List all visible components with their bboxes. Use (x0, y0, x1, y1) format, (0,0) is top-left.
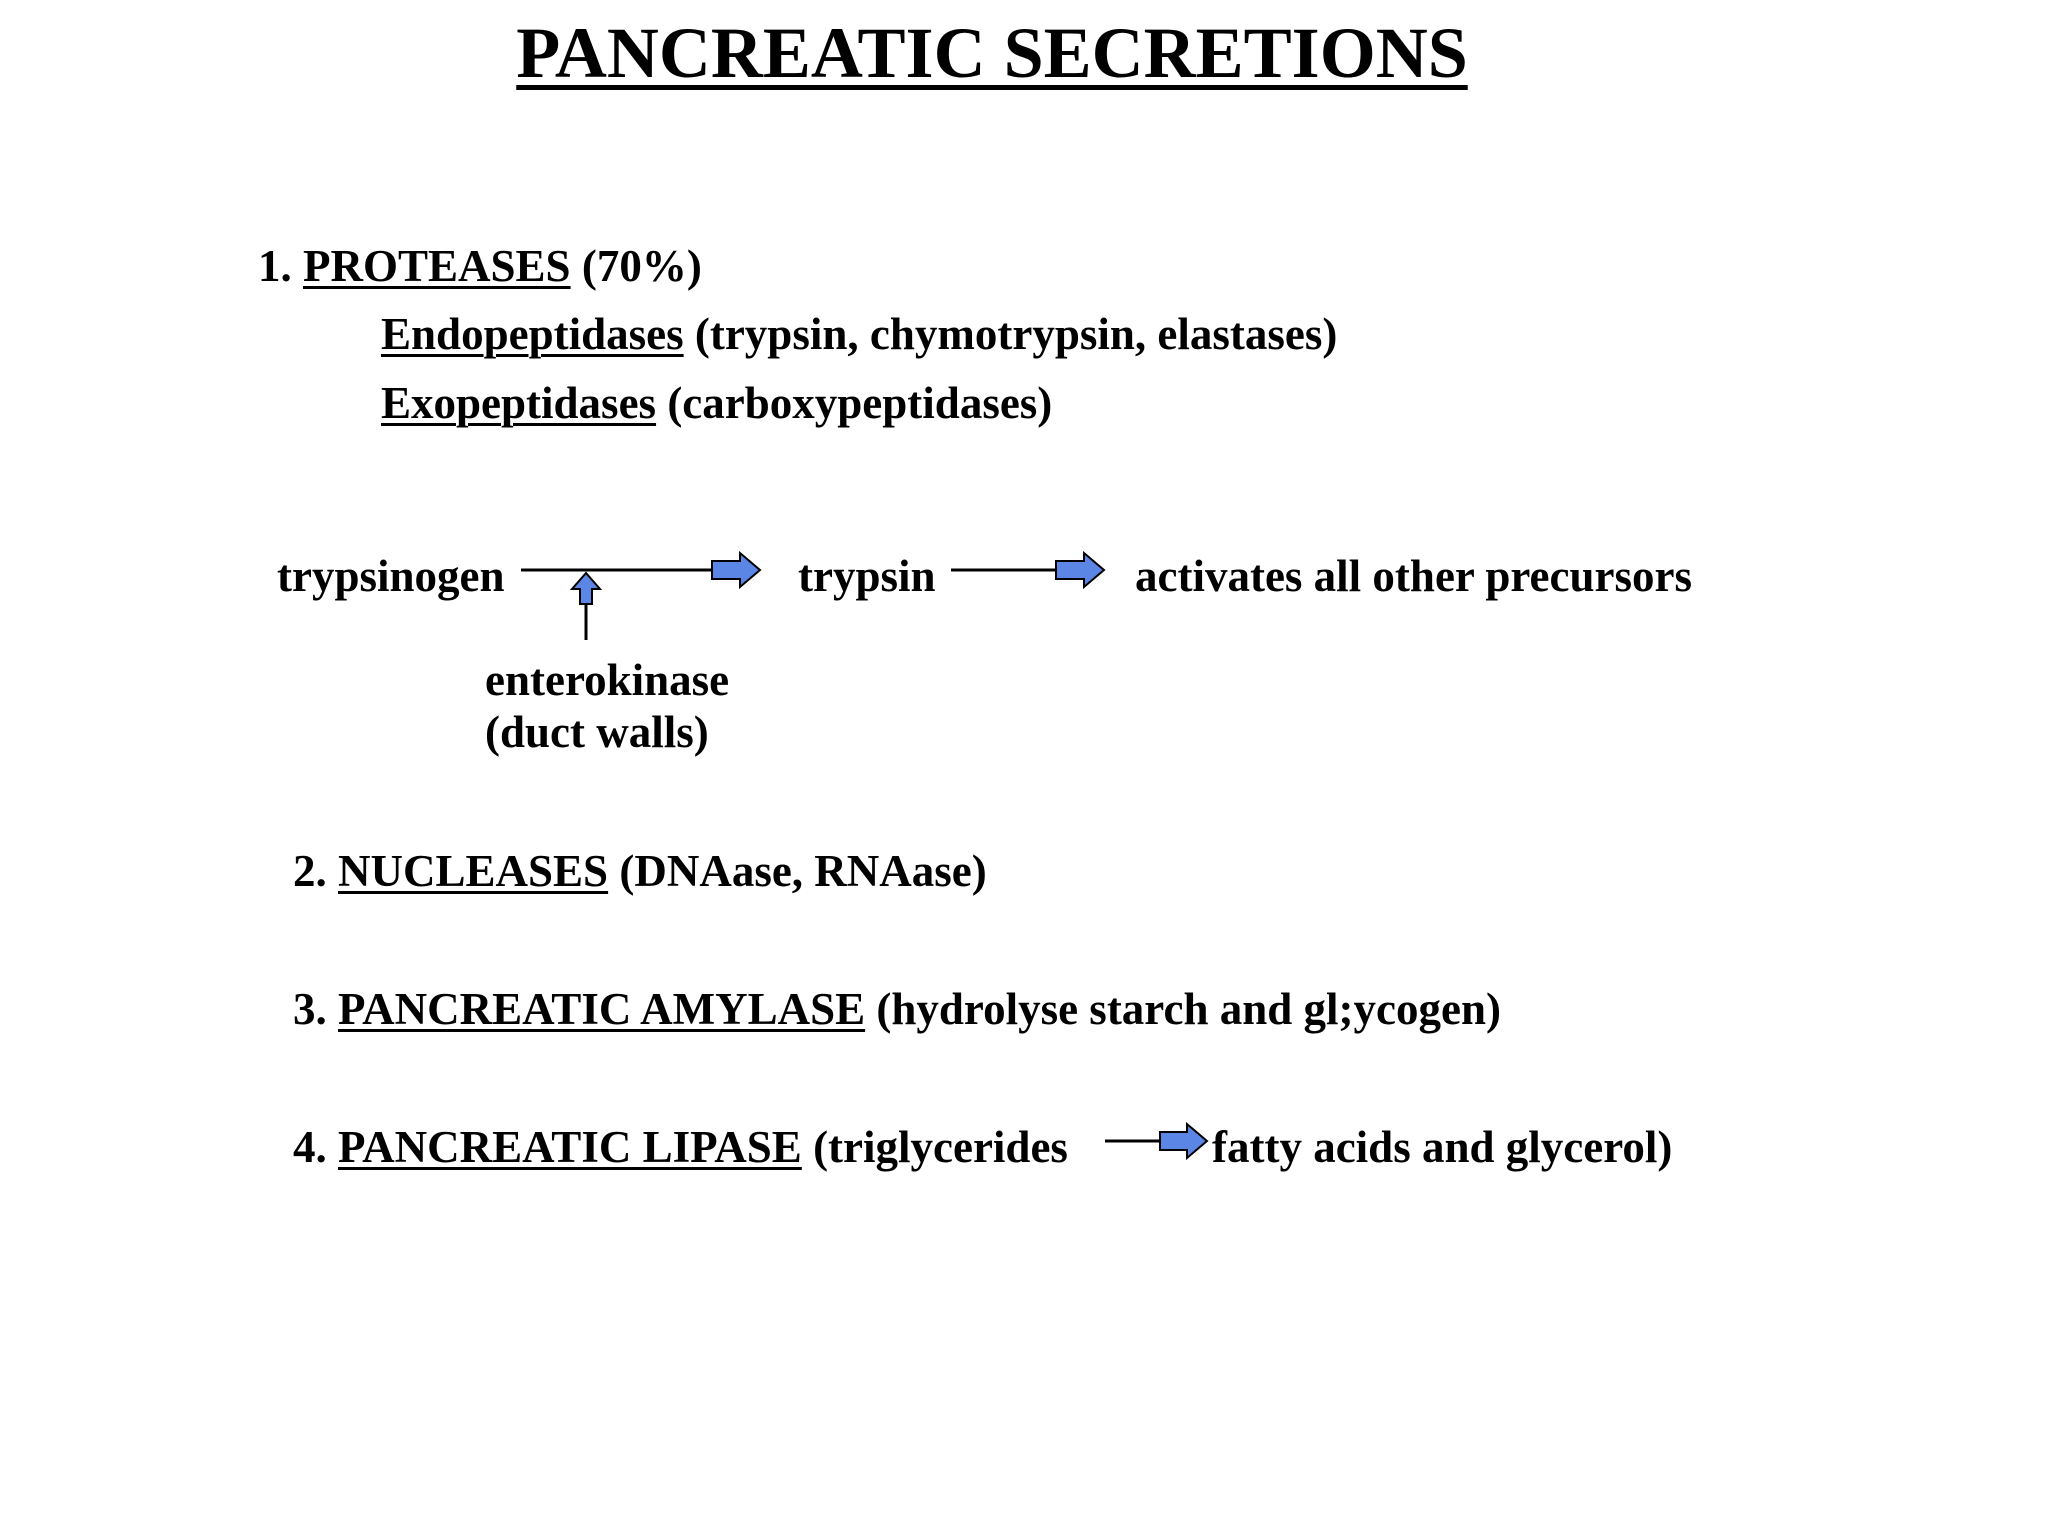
exopeptidases-detail: (carboxypeptidases) (667, 378, 1053, 428)
endopeptidases-name: Endopeptidases (381, 309, 684, 359)
proteases-number: 1. (258, 241, 292, 291)
lipase-number: 4. (293, 1122, 327, 1172)
amylase-name: PANCREATIC AMYLASE (338, 984, 866, 1034)
lipase-reaction-arrow-icon (1105, 1124, 1207, 1158)
nucleases-name: NUCLEASES (338, 846, 609, 896)
trypsinogen-label: trypsinogen (277, 551, 505, 601)
amylase-detail: (hydrolyse starch and gl;ycogen) (876, 984, 1501, 1034)
duct-walls-label: (duct walls) (485, 707, 709, 757)
endopeptidases-detail: (trypsin, chymotrypsin, elastases) (694, 309, 1338, 359)
page-title: PANCREATIC SECRETIONS (516, 13, 1468, 93)
lipase-detail-after: fatty acids and glycerol) (1212, 1122, 1673, 1172)
trypsin-to-activates-arrow-icon (951, 553, 1104, 587)
amylase-number: 3. (293, 984, 327, 1034)
proteases-detail: (70%) (581, 241, 702, 291)
activates-label: activates all other precursors (1135, 551, 1692, 601)
nucleases-number: 2. (293, 846, 327, 896)
exopeptidases-name: Exopeptidases (381, 378, 657, 428)
lipase-name: PANCREATIC LIPASE (338, 1122, 802, 1172)
proteases-name: PROTEASES (303, 241, 571, 291)
enterokinase-up-arrow-icon (572, 573, 600, 640)
enterokinase-label: enterokinase (485, 655, 730, 705)
nucleases-detail: (DNAase, RNAase) (619, 846, 987, 896)
lipase-detail-before: (triglycerides (813, 1122, 1068, 1172)
trypsin-label: trypsin (798, 551, 936, 601)
trypsinogen-to-trypsin-arrow-icon (521, 553, 760, 587)
